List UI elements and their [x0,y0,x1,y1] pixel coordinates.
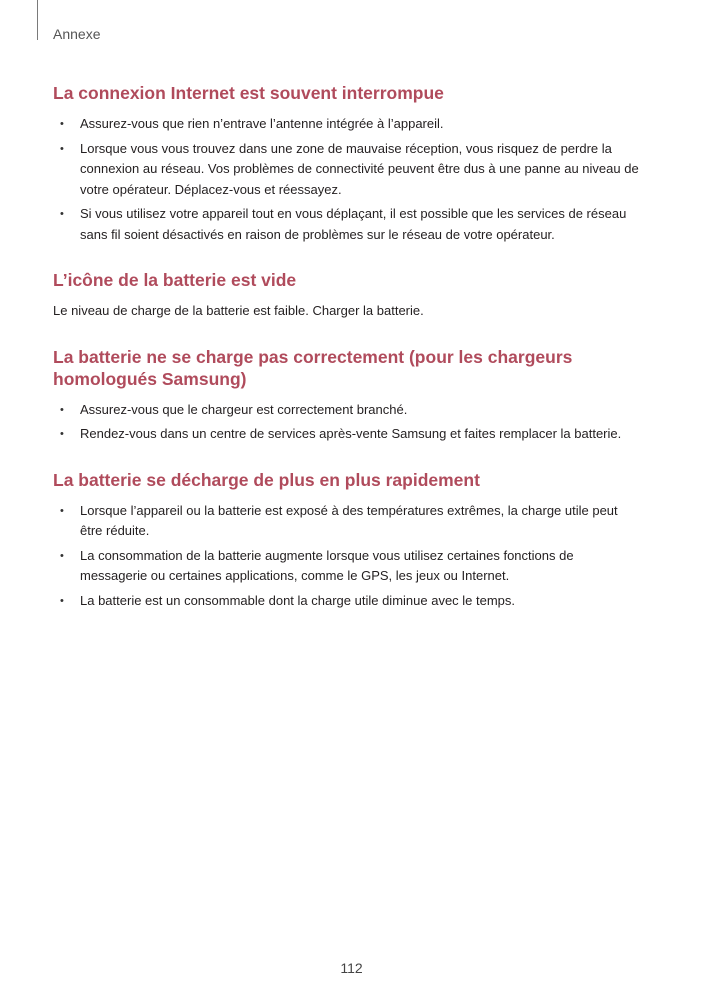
section-battery-icon [53,269,643,322]
section-paragraph: Le niveau de charge de la batterie est faible. Charger la batterie. [53,303,424,318]
bullet-icon: • [60,428,64,440]
list-item [53,139,643,201]
section-battery-drain [53,469,643,612]
section-title: La batterie ne se charge pas correctement (pour les chargeurs homologués Samsung) [53,346,573,389]
bullet-icon: • [60,504,64,517]
list-item-text: La batterie est un consommable dont la charge utile diminue avec le temps. [80,592,516,608]
list-item [53,501,643,542]
page-number: 112 [340,960,363,976]
list-item [53,204,643,245]
list-item-text: Lorsque l’appareil ou la batterie est exposé à des températures extrêmes, la charge utile peut être réduite. [80,502,618,538]
bullet-icon: • [60,549,64,562]
section-header: Annexe [53,26,101,42]
section-title: La batterie se décharge de plus en plus rapidement [53,469,480,490]
bullet-icon: • [60,208,64,220]
main-content [53,82,643,635]
list-item-text: La consommation de la batterie augmente lorsque vous utilisez certaines fonctions de messagerie ou certaines applications, comme le GPS, les jeux ou Internet. [80,547,574,583]
section-title: La connexion Internet est souvent interrompue [53,83,444,103]
bullet-icon: • [60,594,64,607]
bullet-list [53,501,643,612]
list-item-text: Assurez-vous que le chargeur est correctement branché. [80,401,408,417]
bullet-icon: • [60,403,64,416]
list-item-text: Rendez-vous dans un centre de services après-vente Samsung et faites remplacer la batterie. [80,426,622,441]
bullet-list [53,400,643,445]
bullet-icon: • [60,142,64,155]
list-item [53,546,643,587]
bullet-list [53,114,643,245]
list-item [53,114,643,135]
section-internet [53,82,643,245]
list-item-text: Lorsque vous vous trouvez dans une zone de mauvaise réception, vous risquez de perdre la connexion au réseau. Vos problèmes de connectivité peuvent être dus à une panne au niveau de votre opérateur. Déplacez-vous et réessayez. [80,140,639,197]
list-item [53,591,643,612]
bullet-icon: • [60,118,64,130]
list-item-text: Si vous utilisez votre appareil tout en vous déplaçant, il est possible que les services de réseau sans fil soient désactivés en raison de problèmes sur le réseau de votre opérateur. [80,206,627,242]
list-item-text: Assurez-vous que rien n’entrave l’antenne intégrée à l’appareil. [80,116,444,131]
section-charging [53,346,643,445]
header-divider [37,0,38,40]
list-item [53,400,643,421]
section-title: L’icône de la batterie est vide [53,270,297,290]
list-item [53,424,643,445]
